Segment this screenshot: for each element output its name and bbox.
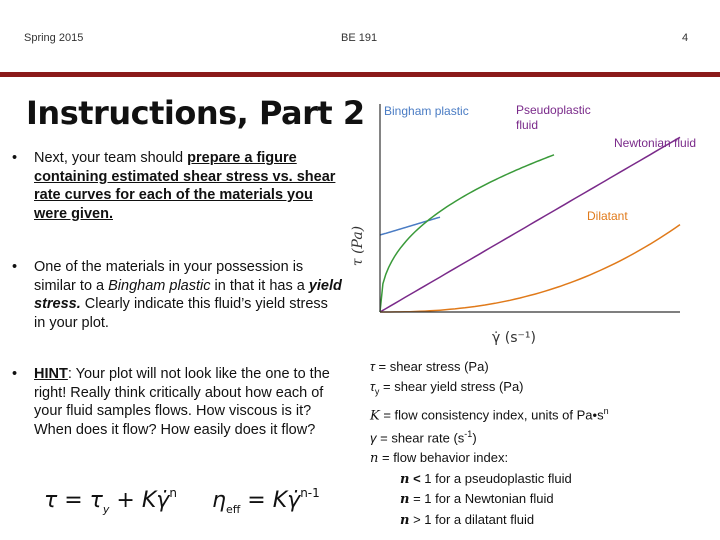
x-axis-label: γ̇ (s⁻¹)	[492, 330, 536, 346]
series-line-dilatant	[380, 225, 680, 312]
bullet-text-plain: Next, your team should	[34, 150, 188, 166]
series-line-newtonian-fluid	[380, 137, 680, 312]
header-course-code: BE 191	[341, 32, 378, 44]
definition-n-newtonian: n = 1 for a Newtonian fluid	[400, 491, 554, 508]
legend-label-dilatant: Dilatant	[587, 209, 628, 223]
hint-label: HINT	[34, 366, 68, 382]
definition-tau: τ = shear stress (Pa)	[370, 359, 489, 374]
definitions-list	[370, 357, 715, 530]
bullet-text-plain: Clearly indicate this fluid’s yield stress in your plot.	[34, 296, 328, 331]
bullet-hint	[12, 365, 342, 439]
definition-n-pseudoplastic: n < 1 for a pseudoplastic fluid	[400, 470, 572, 487]
series-line-pseudoplastic-fluid	[380, 155, 554, 312]
bullet-text-emphasis: yield stress.	[34, 277, 342, 312]
header-divider	[0, 72, 720, 77]
bullet-dot: •	[12, 259, 18, 275]
y-axis-label: τ (Pa)	[350, 225, 366, 267]
bullet-text-plain: in that it has a	[210, 277, 309, 294]
bullet-text-plain: : Your plot will not look like the one to the right! Really think critically about how each of your fluid samples flows. How viscous is it? When does it flow? How easily does it flow?	[34, 366, 330, 438]
bullet-text-italic: Bingham plastic	[108, 277, 211, 294]
definition-gamma: γ = shear rate $(s^{-1})$	[370, 429, 477, 446]
bullet-bingham	[12, 258, 342, 332]
equation-effective-viscosity: $\eta_{eff}$ = Kγ̇$^{n-1}$	[212, 486, 320, 516]
bullet-text-plain: One of the materials in your possession is similar to a	[34, 259, 304, 294]
bullet-text	[34, 258, 342, 332]
bullet-text	[34, 365, 342, 439]
definition-n: n = flow behavior index:	[370, 450, 509, 467]
legend-label-pseudoplastic: Pseudoplastic fluid	[516, 103, 591, 132]
bullet-instructions	[12, 149, 342, 223]
header-page-number: 4	[682, 32, 689, 44]
equation-herschel-bulkley: $\tau = \tau_y$ + Kγ̇$^n$	[44, 486, 177, 516]
legend-label-newtonian: Newtonian fluid	[614, 136, 697, 150]
bullet-dot: •	[12, 150, 18, 166]
slide-title: Instructions, Part 2	[26, 94, 365, 132]
flow-curve-chart	[340, 96, 720, 356]
bullet-dot: •	[12, 366, 18, 382]
bullet-text-underlined: prepare a figure containing estimated shear stress vs. shear rate curves for each of the materials you were given.	[34, 150, 336, 222]
series-line-bingham-plastic	[380, 217, 440, 235]
legend-label-bingham: Bingham plastic	[384, 104, 469, 118]
definition-k: K = flow consistency index, units of $Pa•s^n$	[370, 405, 609, 423]
definition-n-dilatant: n > 1 for a dilatant fluid	[400, 511, 535, 528]
bullet-text	[34, 149, 342, 223]
header-course-term: Spring 2015	[24, 32, 84, 44]
definition-tau-y: $\tau_y$ = shear yield stress (Pa)	[370, 378, 524, 397]
chart-series-group	[380, 137, 680, 312]
